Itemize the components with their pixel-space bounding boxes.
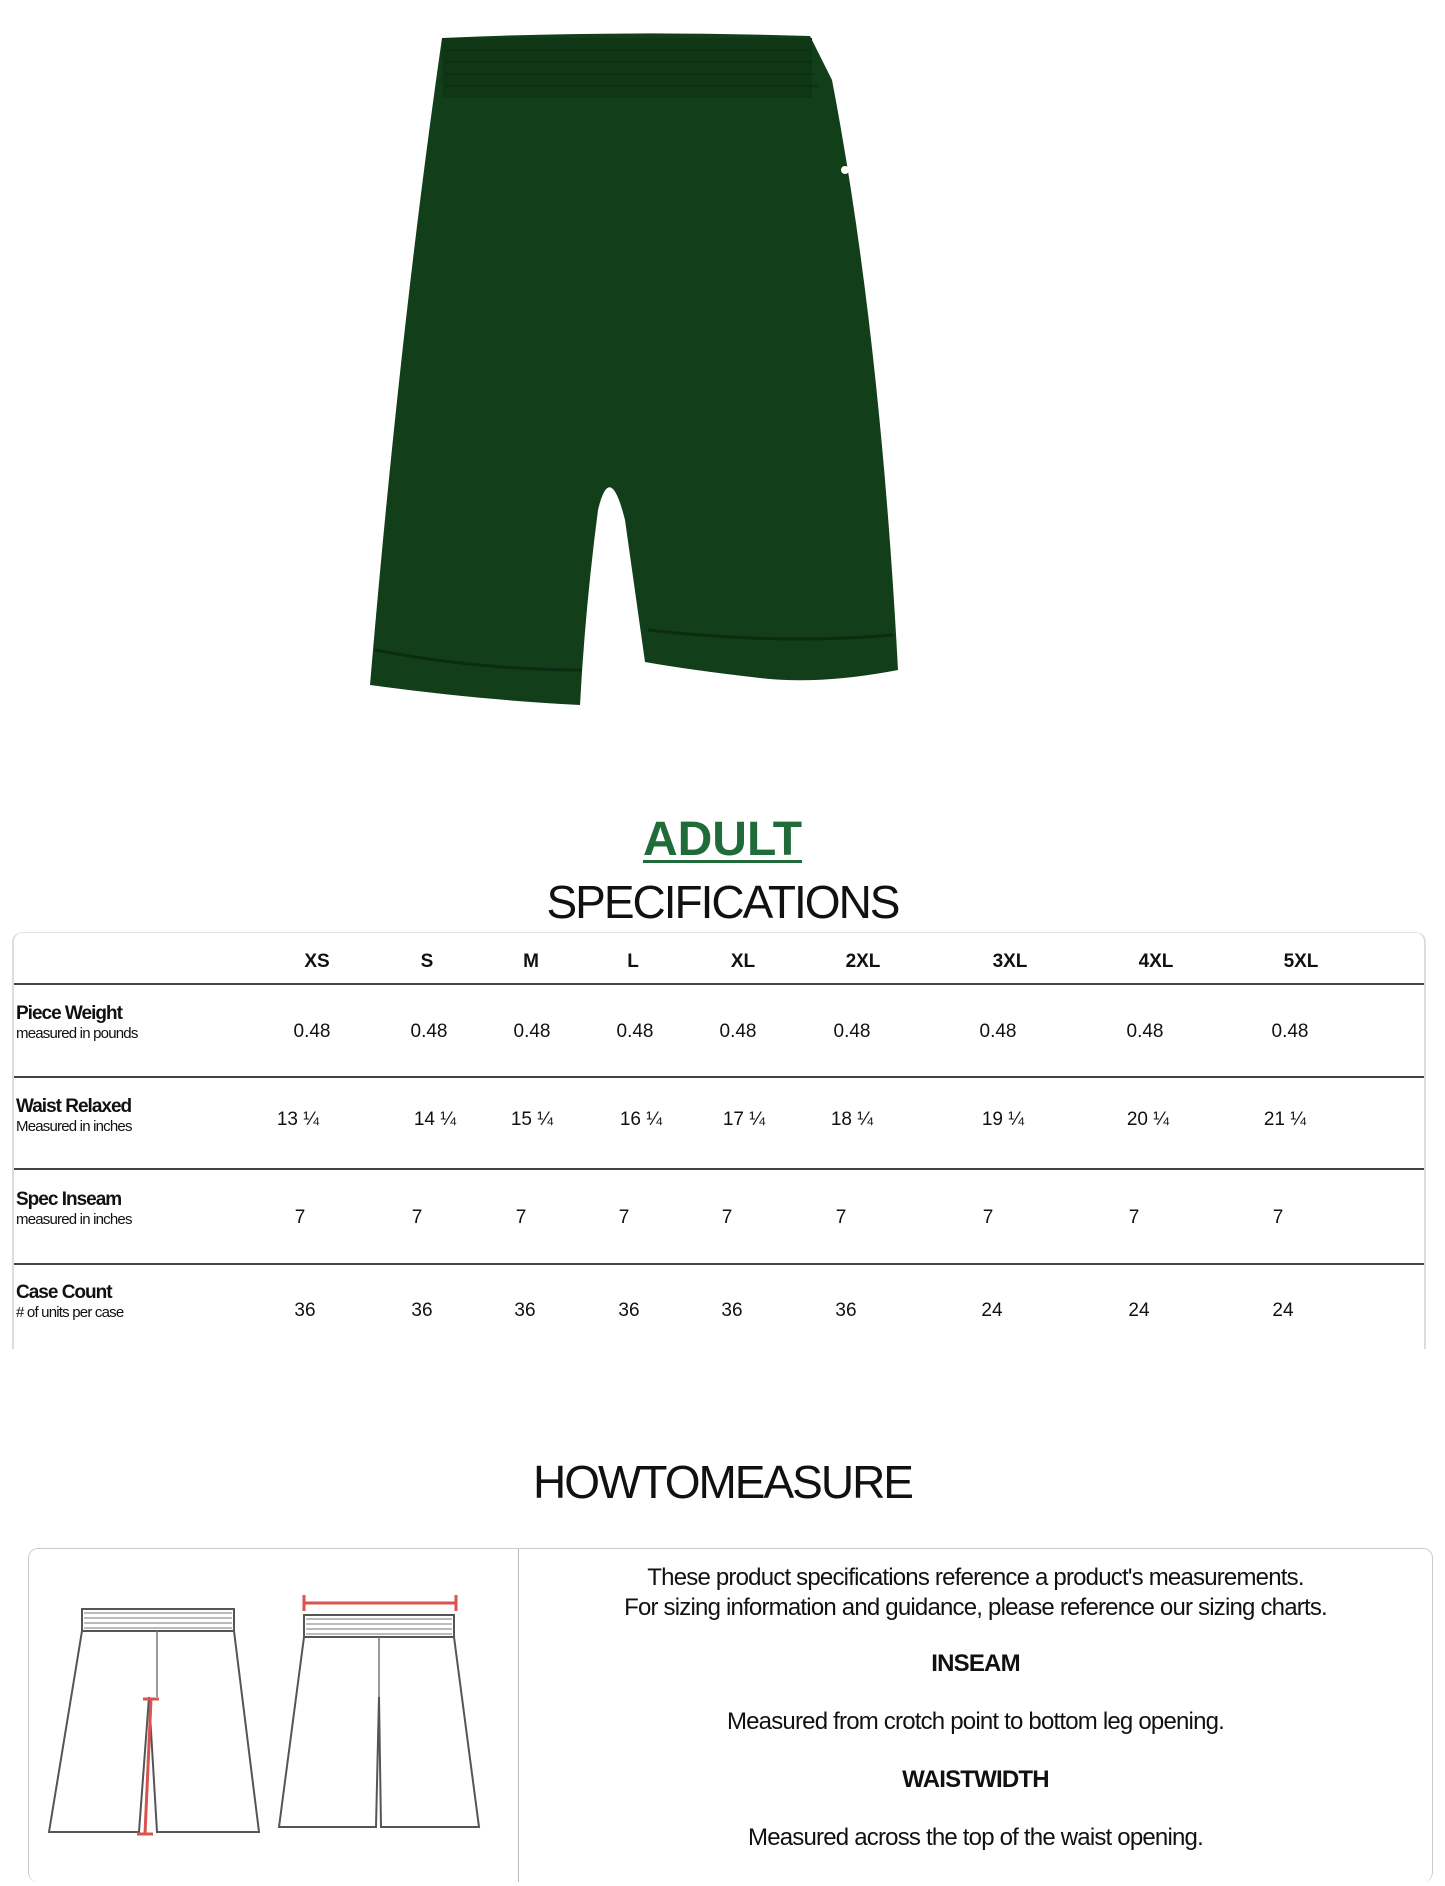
table-cell: 21 ¼ (1263, 1109, 1307, 1130)
table-cell: 15 ¼ (510, 1109, 554, 1130)
table-cell: 36 (721, 1300, 743, 1321)
knight-logo-icon (938, 546, 992, 612)
table-cell: 7 (515, 1207, 527, 1228)
size-header-l: L (627, 951, 639, 972)
table-cell: 7 (982, 1207, 994, 1228)
table-cell: 7 (721, 1207, 733, 1228)
row-label-piece-weight: Piece Weight measured in pounds (16, 1003, 138, 1042)
size-header-xl: XL (730, 951, 756, 972)
table-cell: 17 ¼ (722, 1109, 766, 1130)
waist-width-heading: WAISTWIDTH (902, 1766, 1049, 1793)
table-cell: 13 ¼ (276, 1109, 320, 1130)
table-cell: 19 ¼ (981, 1109, 1025, 1130)
size-header-s: S (420, 951, 434, 972)
table-cell: 36 (294, 1300, 316, 1321)
size-header-m: M (523, 951, 539, 972)
adult-title: ADULT (642, 813, 803, 866)
table-cell: 0.48 (616, 1021, 654, 1042)
table-cell: 0.48 (979, 1021, 1017, 1042)
specifications-title: SPECIFICATIONS (546, 876, 899, 928)
table-cell: 36 (835, 1300, 857, 1321)
logo-text: INCARNATION (908, 612, 1031, 631)
table-cell: 36 (618, 1300, 640, 1321)
table-cell: 0.48 (1126, 1021, 1164, 1042)
table-divider (14, 1263, 1424, 1265)
table-cell: 14 ¼ (413, 1109, 457, 1130)
table-cell: 0.48 (1271, 1021, 1309, 1042)
table-cell: 16 ¼ (619, 1109, 663, 1130)
row-label-spec-inseam: Spec Inseam measured in inches (16, 1189, 132, 1228)
table-cell: 20 ¼ (1126, 1109, 1170, 1130)
green-athletic-shorts-image (370, 33, 898, 705)
table-cell: 7 (618, 1207, 630, 1228)
table-cell: 0.48 (719, 1021, 757, 1042)
intro-text-line-2: For sizing information and guidance, please reference our sizing charts. (624, 1594, 1327, 1621)
table-cell: 36 (514, 1300, 536, 1321)
table-divider (14, 1168, 1424, 1170)
table-cell: 18 ¼ (830, 1109, 874, 1130)
shorts-measurement-diagram-icon (39, 1587, 509, 1877)
inseam-heading: INSEAM (931, 1650, 1020, 1677)
table-cell: 0.48 (513, 1021, 551, 1042)
size-header-5xl: 5XL (1283, 951, 1319, 972)
waist-width-description: Measured across the top of the waist opening. (748, 1824, 1203, 1851)
table-cell: 0.48 (293, 1021, 331, 1042)
size-header-4xl: 4XL (1138, 951, 1174, 972)
table-cell: 24 (981, 1300, 1003, 1321)
table-cell: 7 (835, 1207, 847, 1228)
table-cell: 24 (1128, 1300, 1150, 1321)
how-to-measure-title: HOWTOMEASURE (533, 1456, 912, 1508)
table-cell: 0.48 (410, 1021, 448, 1042)
table-cell: 7 (411, 1207, 423, 1228)
table-cell: 24 (1272, 1300, 1294, 1321)
product-image (360, 30, 1060, 720)
size-header-xs: XS (304, 951, 330, 972)
intro-text-line-1: These product specifications reference a product's measurements. (647, 1564, 1304, 1591)
table-cell: 0.48 (833, 1021, 871, 1042)
size-header-2xl: 2XL (845, 951, 881, 972)
measure-instructions (519, 1563, 1432, 1853)
table-cell: 7 (1128, 1207, 1140, 1228)
table-cell: 36 (411, 1300, 433, 1321)
row-label-waist-relaxed: Waist Relaxed Measured in inches (16, 1096, 132, 1135)
table-cell: 7 (294, 1207, 306, 1228)
table-cell: 7 (1272, 1207, 1284, 1228)
inseam-description: Measured from crotch point to bottom leg opening. (726, 1708, 1225, 1735)
table-divider (14, 983, 1424, 985)
table-divider (14, 1076, 1424, 1078)
row-label-case-count: Case Count # of units per case (16, 1282, 124, 1321)
specifications-table (12, 932, 1426, 1349)
size-header-3xl: 3XL (992, 951, 1028, 972)
how-to-measure-box (28, 1548, 1433, 1882)
